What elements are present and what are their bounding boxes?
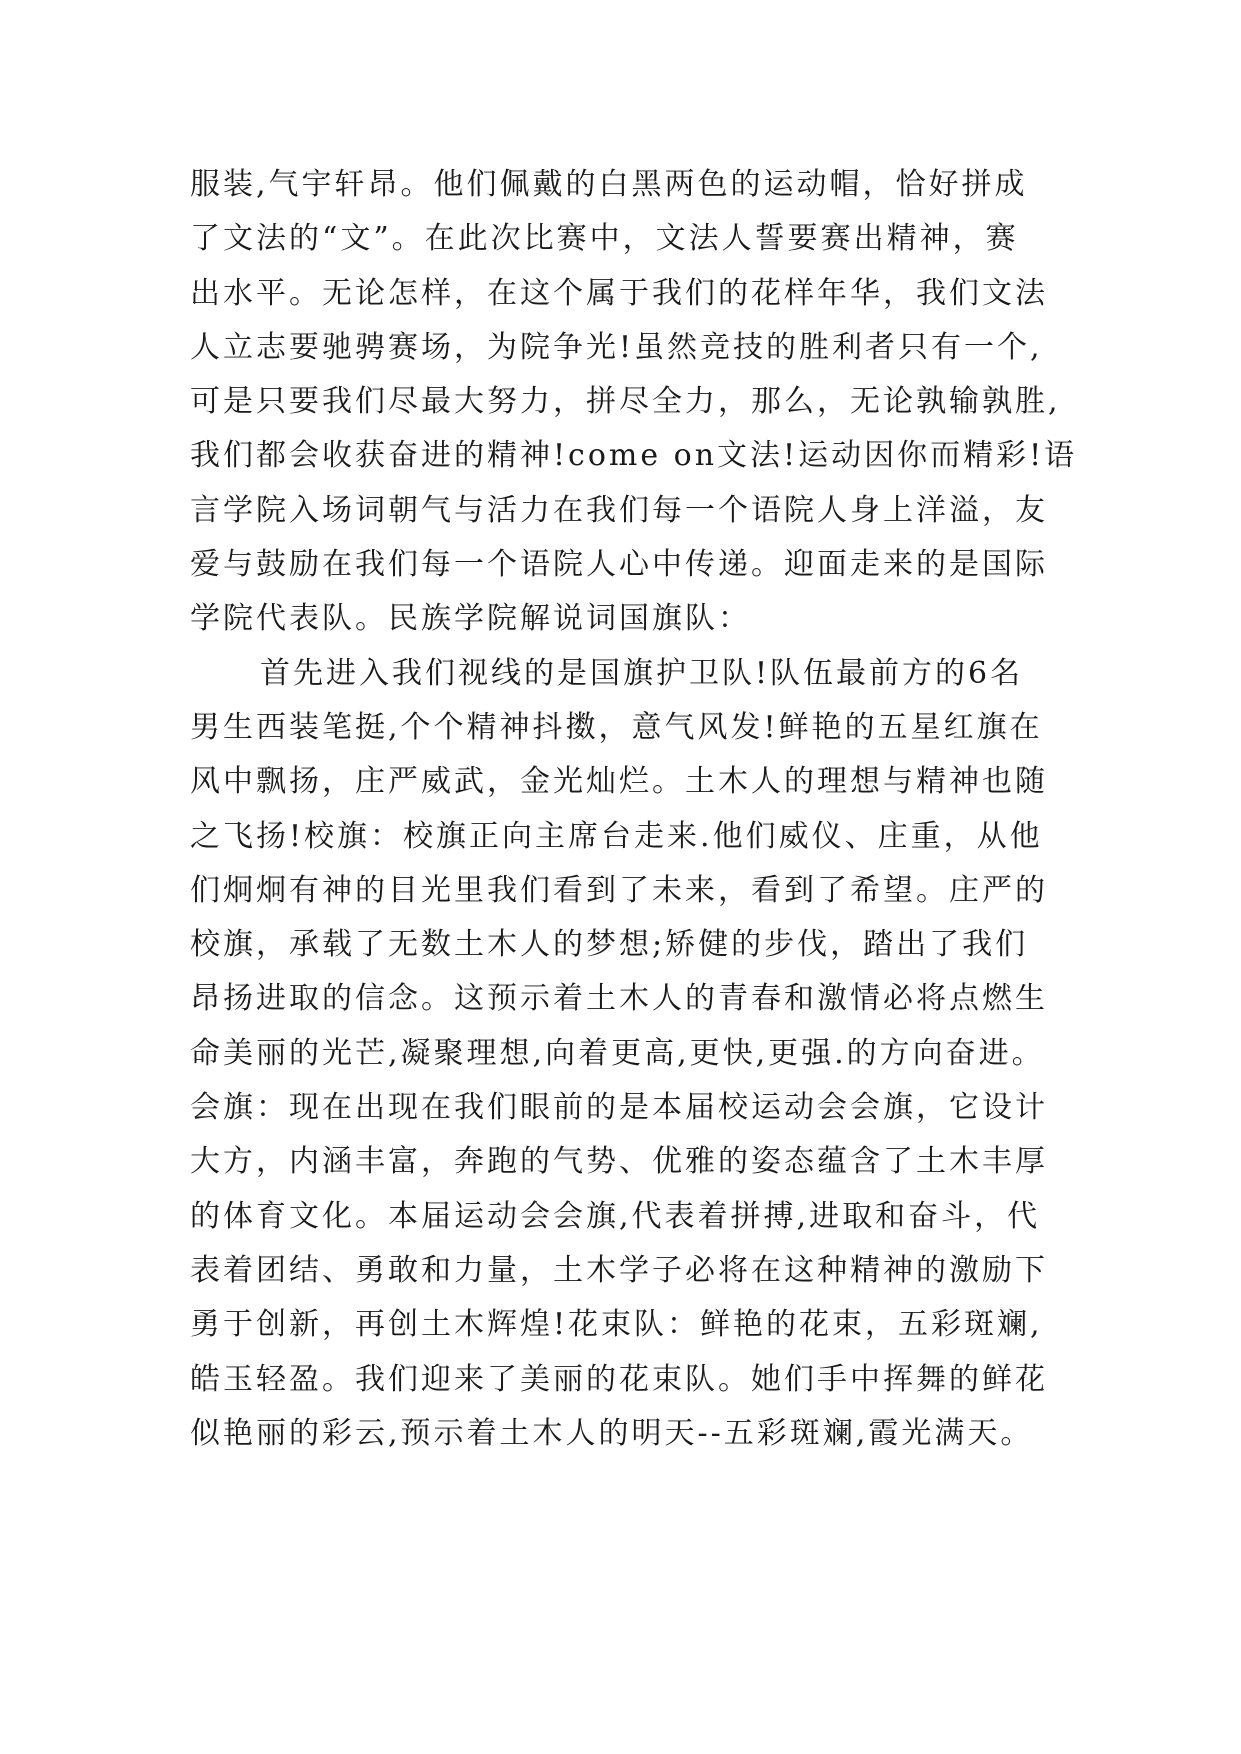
text-line: 出水平。无论怎样，在这个属于我们的花样年华，我们文法 <box>190 275 1048 311</box>
text-line: 了文法的“文”。在此次比赛中，文法人誓要赛出精神，赛 <box>190 221 1019 257</box>
text-line: 似艳丽的彩云,预示着土木人的明天--五彩斑斓,霞光满天。 <box>190 1415 1034 1451</box>
text-line: 服装,气宇轩昂。他们佩戴的白黑两色的运动帽，恰好拼成 <box>190 167 1028 202</box>
text-line: 人立志要驰骋赛场，为院争光!虽然竞技的胜利者只有一个, <box>190 329 1043 365</box>
text-line: 会旗：现在出现在我们眼前的是本届校运动会会旗，它设计 <box>190 1090 1048 1126</box>
text-line: 皓玉轻盈。我们迎来了美丽的花束队。她们手中挥舞的鲜花 <box>190 1361 1048 1397</box>
text-line: 言学院入场词朝气与活力在我们每一个语院人身上洋溢，友 <box>190 492 1048 528</box>
text-line: 表着团结、勇敢和力量，土木学子必将在这种精神的激励下 <box>190 1252 1048 1288</box>
text-line: 之飞扬!校旗：校旗正向主席台走来.他们威仪、庄重，从他 <box>190 818 1043 854</box>
text-line: 风中飘扬，庄严威武，金光灿烂。土木人的理想与精神也随 <box>190 764 1048 800</box>
text-line: 我们都会收获奋进的精神!come on文法!运动因你而精彩!语 <box>190 438 1078 474</box>
text-line: 大方，内涵丰富，奔跑的气势、优雅的姿态蕴含了土木丰厚 <box>190 1144 1048 1180</box>
paragraph-start-line: 首先进入我们视线的是国旗护卫队!队伍最前方的6名 <box>260 655 1024 691</box>
text-line: 可是只要我们尽最大努力，拼尽全力，那么，无论孰输孰胜, <box>190 384 1061 420</box>
text-line: 们炯炯有神的目光里我们看到了未来，看到了希望。庄严的 <box>190 872 1048 908</box>
text-line: 学院代表队。民族学院解说词国旗队： <box>190 601 751 637</box>
text-line: 爱与鼓励在我们每一个语院人心中传递。迎面走来的是国际 <box>190 547 1048 583</box>
text-line: 男生西装笔挺,个个精神抖擞，意气风发!鲜艳的五星红旗在 <box>190 709 1043 745</box>
text-line: 的体育文化。本届运动会会旗,代表着拼搏,进取和奋斗，代 <box>190 1198 1041 1234</box>
body-text <box>190 158 1078 1461</box>
text-line: 勇于创新，再创土木辉煌!花束队：鲜艳的花束，五彩斑斓, <box>190 1307 1043 1343</box>
text-line: 校旗，承载了无数土木人的梦想;矫健的步伐，踏出了我们 <box>190 927 1029 963</box>
text-line: 昂扬进取的信念。这预示着土木人的青春和激情必将点燃生 <box>190 981 1048 1017</box>
text-line: 命美丽的光芒,凝聚理想,向着更高,更快,更强.的方向奋进。 <box>190 1035 1045 1071</box>
